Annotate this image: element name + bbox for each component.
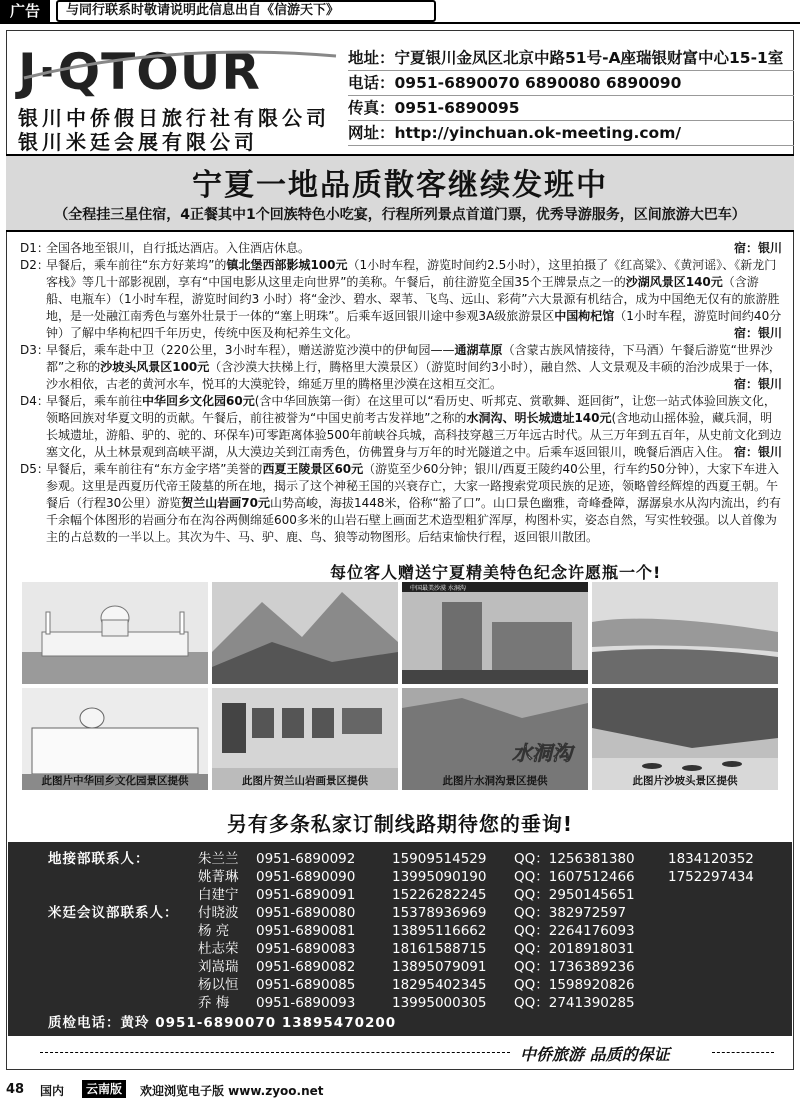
contact-row (8, 940, 792, 958)
itinerary-day (20, 342, 782, 393)
address: 地址：宁夏银川金凤区北京中路51号-A座瑞银财富中心15-1室 (348, 46, 794, 71)
contact-name: 朱兰兰 (198, 851, 239, 867)
contact-qq: QQ：382972597 (514, 905, 627, 921)
contact-mobile: 18295402345 (392, 977, 487, 993)
contact-row (8, 922, 792, 940)
attraction-highlight: 沙坡头风景区100元 (100, 360, 210, 374)
itinerary-day (20, 393, 782, 461)
contact-row (8, 976, 792, 994)
contact-name: 付晓波 (198, 905, 239, 921)
attraction-highlight: 水洞沟、明长城遗址140元 (466, 411, 612, 425)
contact-tel: 0951-6890093 (256, 995, 356, 1011)
logo-text: J·QTOUR (18, 43, 261, 101)
contact-extra: 1834120352 (668, 851, 754, 867)
day-text: （含游船、电瓶车）（1小时车程，游览时间约3 小时）将“金沙、碧水、翠苇、飞鸟、远山、彩荷”六大景源有机结合，成为中国绝无仅有的旅游胜地，是一处融江南秀色与塞外壮景于一体的“塞上明珠”。后乘车返回银川途中参观3A级旅游景区 (46, 275, 780, 323)
photo-caption: 此图片沙坡头景区提供 (632, 775, 738, 787)
photo-caption: 此图片中华回乡文化园景区提供 (41, 775, 189, 787)
photo-desert-river (592, 582, 778, 684)
day-text: （1小时车程，游览时间约40分钟）了解中华枸杞四千年历史，传统中医及枸杞养生文化。 (46, 309, 782, 340)
attraction-highlight: 西夏王陵景区60元 (262, 462, 364, 476)
contact-mobile: 13895116662 (392, 923, 487, 939)
contact-row (8, 1014, 792, 1032)
contact-row (8, 994, 792, 1012)
attraction-highlight: 贺兰山岩画70元 (181, 496, 270, 510)
attraction-highlight: 沙湖风景区140元 (625, 275, 723, 289)
divider (40, 1052, 510, 1053)
contact-qq: QQ：1598920826 (514, 977, 635, 993)
website[interactable]: 网址：http://yinchuan.ok-meeting.com/ (348, 121, 794, 146)
phone: 电话：0951-6890070 6890080 6890090 (348, 71, 794, 96)
group-label: 米廷会议部联系人： (48, 905, 179, 921)
day-text: 早餐后，乘车前往有“东方金字塔”美誉的 (46, 462, 263, 476)
contact-name: 乔 梅 (198, 995, 230, 1011)
contact-tel: 0951-6890081 (256, 923, 356, 939)
day-label: D2： (20, 258, 49, 272)
logo-swoosh-icon (18, 48, 338, 98)
itinerary-day (20, 240, 782, 257)
photo-caption: 此图片水洞沟景区提供 (442, 775, 548, 787)
contact-tel: 0951-6890082 (256, 959, 356, 975)
photo-gallery (22, 582, 778, 786)
contact-name: 姚菁琳 (198, 869, 239, 885)
contact-qq: QQ：1607512466 (514, 869, 635, 885)
contact-qq: QQ：2018918031 (514, 941, 635, 957)
fax: 传真：0951-6890095 (348, 96, 794, 121)
day-text: 早餐后，乘车前往“东方好莱坞”的 (46, 258, 227, 272)
contact-qq: QQ：1736389236 (514, 959, 635, 975)
contact-tel: 0951-6890092 (256, 851, 356, 867)
contact-qq: QQ：2741390285 (514, 995, 635, 1011)
day-text: （1小时车程，游览时间约2.5小时），这里拍摄了《红高粱》、《黄河谣》、《新龙门客栈》等几十部影视剧，享有“中国电影从这里走向世界”的美称。午餐后，前往游览全国35个王牌景点之一的 (46, 258, 777, 289)
photo-mountain-fog (212, 582, 398, 684)
day-text: 早餐后，乘车赴中卫（220公里，3小时车程），赠送游览沙漠中的伊甸园—— (46, 343, 455, 357)
contact-row (8, 886, 792, 904)
contact-name: 刘嵩瑞 (198, 959, 239, 975)
contact-tel: 0951-6890091 (256, 887, 356, 903)
edition-badge: 云南版 (82, 1080, 126, 1098)
attraction-highlight: 通湖草原 (454, 343, 503, 357)
company-logo (18, 44, 328, 100)
page-subtitle: （全程挂三星住宿，4正餐其中1个回族特色小吃宴，行程所列景点首道门票，优秀导游服务，区间旅游大巴车） (54, 207, 746, 223)
contact-mobile: 13995090190 (392, 869, 487, 885)
company-name-2: 银川米廷会展有限公司 (18, 130, 258, 154)
contact-tel: 0951-6890080 (256, 905, 356, 921)
photo-mosque (22, 582, 208, 684)
day-label: D3： (20, 343, 49, 357)
contact-row (8, 868, 792, 886)
stay-location: 宿：银川 (733, 377, 782, 391)
more-routes-heading: 另有多条私家订制线路期待您的垂询! (226, 812, 574, 836)
company-header (8, 40, 338, 154)
company-contact (348, 46, 794, 146)
divider (0, 22, 800, 24)
contact-row (8, 958, 792, 976)
section-label: 国内 (40, 1084, 65, 1098)
day-label: D5： (20, 462, 49, 476)
slogan: 中侨旅游 品质的保证 (520, 1045, 670, 1064)
ad-notice: 与同行联系时敬请说明此信息出自《信游天下》 (56, 0, 436, 22)
day-text: 早餐后，乘车前往 (46, 394, 143, 408)
photo-caption: 此图片贺兰山岩画景区提供 (242, 775, 368, 787)
stay-location: 宿：银川 (733, 326, 782, 340)
day-text: （游览至少60分钟；银川/西夏王陵约40公里，行车约50分钟），大家下车进入参观。这里是西夏历代帝王陵墓的所在地，揭示了这个神秘王国的兴衰存亡，大家一路搜索党项民族的足迹，领略曾经辉煌的西夏王朝。午餐后（行程30公里）游览 (46, 462, 779, 510)
contact-tel: 0951-6890090 (256, 869, 356, 885)
group-label: 地接部联系人： (48, 851, 150, 867)
contact-qq: QQ：1256381380 (514, 851, 635, 867)
photo-sign-text: 中国最美沙漠 水洞沟 (410, 585, 466, 592)
ad-strip (0, 0, 800, 24)
page-footer (0, 1080, 800, 1100)
contact-mobile: 15226282245 (392, 887, 487, 903)
divider (712, 1052, 774, 1053)
page-title: 宁夏一地品质散客继续发班中 (192, 168, 608, 203)
photo-overlay-text: 水洞沟 (512, 741, 572, 765)
contact-mobile: 18161588715 (392, 941, 487, 957)
contact-tel: 0951-6890083 (256, 941, 356, 957)
day-label: D1： (20, 241, 49, 255)
itinerary-day (20, 461, 782, 546)
contact-name: 白建宁 (198, 887, 239, 903)
stay-location: 宿：银川 (733, 241, 782, 255)
page-number: 48 (6, 1082, 25, 1097)
title-banner (6, 154, 794, 232)
day-text: (含地动山摇体验，藏兵洞，明长城遗址，游船、驴的、驼的、环保车)可零距离体验500年前峡谷兵城，高科技穿越三万年远古时代。从三万年到五百年，从史前文化到边塞文化，从土林景观到高峡平湖，从大漠边关到江南秀色，仿佛置身与万年的时光隧道之中。后乘车返回银川，晚餐后酒店入住。 (46, 411, 782, 459)
contact-tel: 0951-6890085 (256, 977, 356, 993)
contact-table (8, 842, 792, 1036)
qc-phone: 质检电话：黄玲 0951-6890070 13895470200 (48, 1015, 397, 1031)
contact-mobile: 15909514529 (392, 851, 487, 867)
day-text: （含蒙古族风情接待，下马酒）午餐后游览“世界沙都”之称的 (46, 343, 773, 374)
contact-mobile: 13895079091 (392, 959, 487, 975)
footer-website[interactable]: 欢迎浏览电子版 www.zyoo.net (140, 1084, 324, 1098)
contact-name: 杨以恒 (198, 977, 239, 993)
contact-mobile: 13995000305 (392, 995, 487, 1011)
attraction-highlight: 中国枸杞馆 (554, 309, 615, 323)
day-label: D4： (20, 394, 49, 408)
contact-qq: QQ：2950145651 (514, 887, 635, 903)
stay-location: 宿：银川 (733, 445, 782, 459)
day-text: (含中华回族第一街）在这里可以“看历史、听邦克、赏歌舞、逛回街”，让您一站式体验回族文化，领略回族对华夏文明的贡献。午餐后，前往被誉为“中国史前考古发祥地”之称的 (46, 394, 776, 425)
company-name-1: 银川中侨假日旅行社有限公司 (18, 106, 330, 130)
contact-extra: 1752297434 (668, 869, 754, 885)
attraction-highlight: 中华回乡文化园60元 (142, 394, 255, 408)
photo-fortress-gate (402, 582, 588, 684)
contact-row (8, 904, 792, 922)
day-text: 山势高峻，海拔1448米，俗称“豁了口”。山口景色幽雅，奇峰叠障，潺潺泉水从沟内流出，约有千余幅个体图形的岩画分布在沟谷两侧绵延600多米的山岩石壁上画面艺术造型粗犷浑厚，构图朴实，姿态自然，写实性较强。以人首像为主的占总数的一半以上。其次为牛、马、驴、鹿、鸟、狼等动物图形。后结束愉快行程，返回银川散团。 (46, 496, 781, 544)
gift-promo: 每位客人赠送宁夏精美特色纪念许愿瓶一个! (330, 563, 662, 582)
itinerary-day (20, 257, 782, 342)
contact-name: 杨 亮 (198, 923, 230, 939)
ad-tag: 广告 (0, 0, 50, 22)
contact-qq: QQ：2264176093 (514, 923, 635, 939)
contact-name: 杜志荣 (198, 941, 239, 957)
contact-mobile: 15378936969 (392, 905, 487, 921)
attraction-highlight: 镇北堡西部影城100元 (226, 258, 348, 272)
itinerary (20, 240, 782, 546)
contact-row (8, 850, 792, 868)
day-text: 全国各地至银川，自行抵达酒店。入住酒店休息。 (46, 241, 311, 255)
day-text: （含沙漠大扶梯上行，腾格里大漠景区）（游览时间约3小时），融自然、人文景观及丰硕的治沙成果于一体，沙水相依，古老的黄河水车，悦耳的大漠驼铃，绵延万里的腾格里沙漠在这相互交汇。 (46, 360, 781, 391)
